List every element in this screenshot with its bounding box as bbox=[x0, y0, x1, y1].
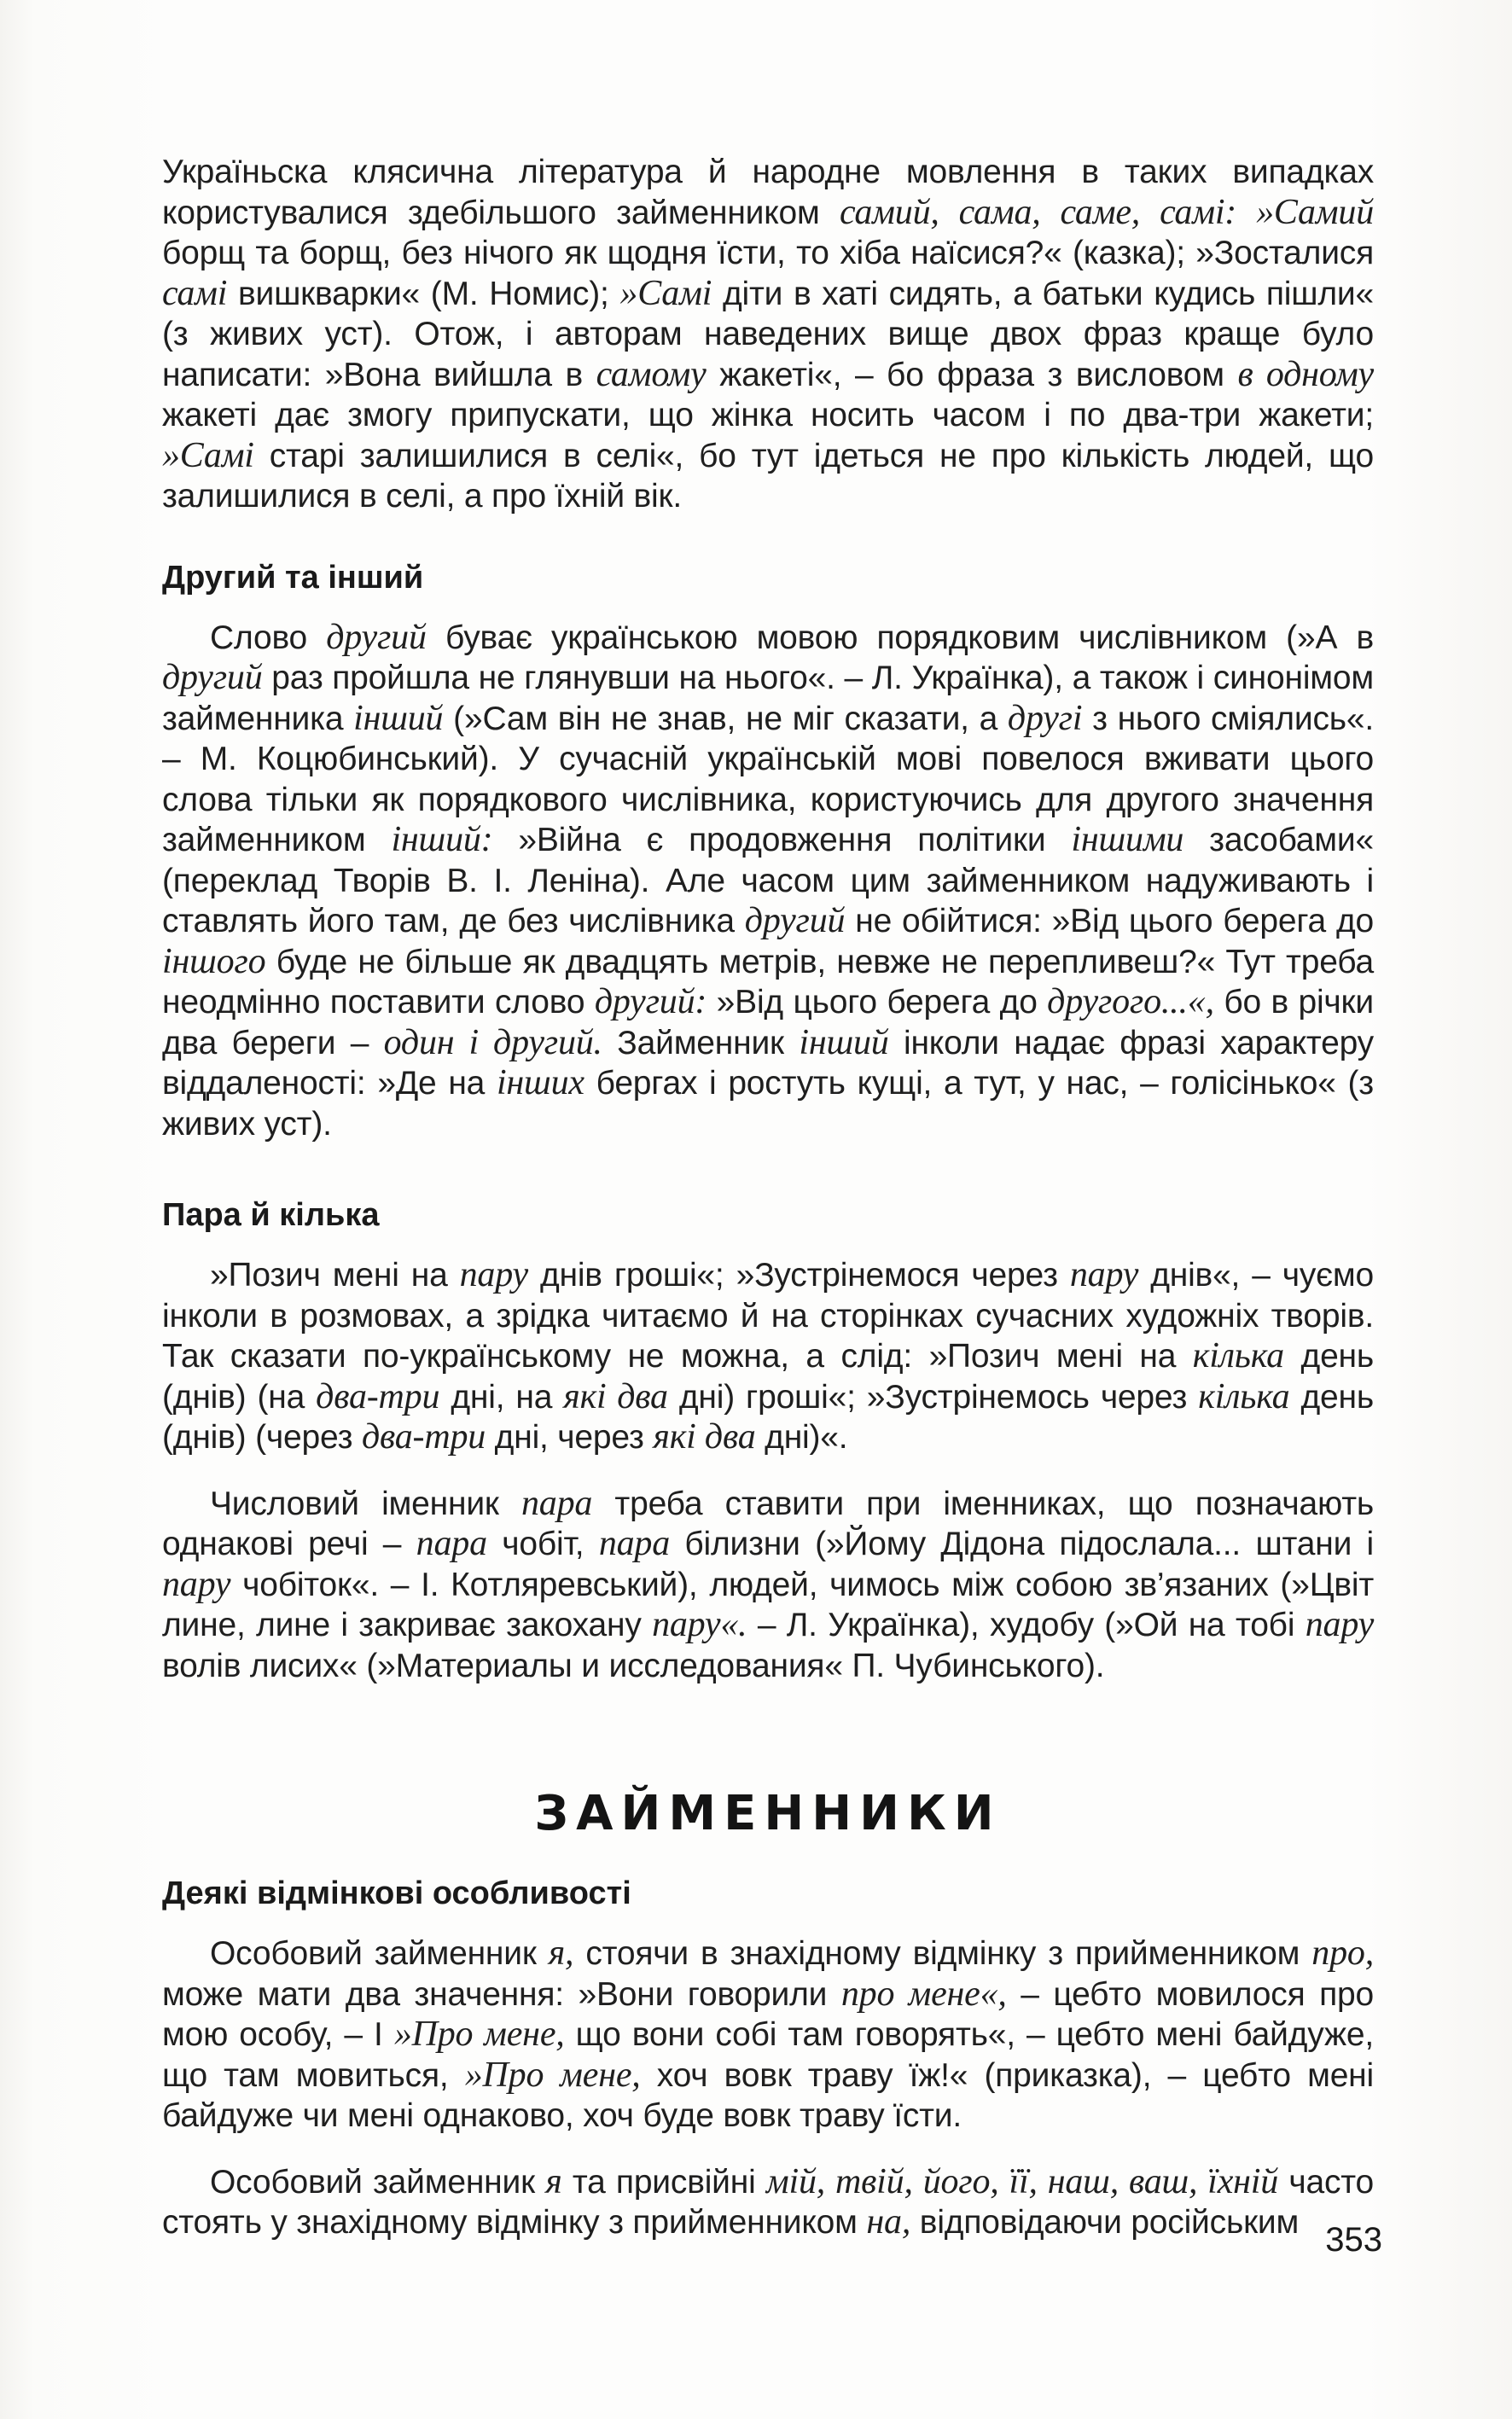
italic-example: іншими bbox=[1071, 820, 1184, 859]
text-run: день (днів) (на bbox=[162, 1338, 1375, 1416]
italic-example: про мене«, bbox=[840, 1974, 1007, 2014]
text-run: та присвійні bbox=[561, 2163, 766, 2201]
text-run: (»Сам він не знав, не міг сказати, а bbox=[443, 700, 1008, 737]
text-run: жакеті дає змогу припускати, що жінка носить часом і по два-три жакети; bbox=[162, 397, 1374, 433]
text-run: дні, через bbox=[486, 1419, 654, 1456]
italic-example: »Про мене, bbox=[464, 2055, 641, 2095]
italic-example: другого...«, bbox=[1047, 982, 1214, 1021]
text-run: стоячи в знахідному відмінку з прийменником bbox=[573, 1935, 1312, 1972]
italic-example: інший bbox=[353, 698, 444, 738]
text-run: старі залишилися в селі«, бо тут ідеться не про кількість людей, що залишилися в селі, а про їхній вік. bbox=[162, 437, 1374, 515]
text-run: відповідаючи російським bbox=[910, 2204, 1300, 2241]
text-column bbox=[162, 152, 1374, 2243]
italic-example: »Самі bbox=[162, 435, 254, 475]
text-run: чобіт, bbox=[486, 1526, 599, 1562]
italic-example: два-три bbox=[316, 1376, 440, 1416]
text-run: треба ставити при іменниках, що позначають однакові речі – bbox=[162, 1485, 1374, 1562]
italic-example: другий bbox=[326, 617, 427, 657]
italic-example: які два bbox=[653, 1417, 756, 1457]
text-run: Україньска клясична література й народне мовлення в таких випадках користувалися здебільшого займенником bbox=[162, 154, 1374, 231]
text-run: інколи надає фразі характеру віддаленості: »Де на bbox=[162, 1024, 1374, 1102]
text-run: »Позич мені на bbox=[210, 1257, 460, 1294]
text-run: білизни (»Йому Дідона підослала... штани і bbox=[670, 1526, 1374, 1562]
para-paragraph-2 bbox=[162, 1484, 1374, 1687]
text-run: »Війна є продовження політики bbox=[492, 822, 1072, 858]
italic-example: я bbox=[545, 2161, 562, 2201]
text-run: день (днів) (через bbox=[162, 1378, 1374, 1456]
italic-example: в одному bbox=[1237, 354, 1375, 394]
italic-example: про, bbox=[1311, 1933, 1374, 1973]
italic-example: другий bbox=[162, 658, 263, 697]
italic-example: інший: bbox=[391, 820, 493, 859]
text-run: борщ та борщ, без нічого як щодня їсти, то хіба наїсися?« (казка); »Зосталися bbox=[162, 235, 1374, 271]
section-heading-druhyi: Другий та інший bbox=[162, 559, 424, 596]
text-run: Слово bbox=[210, 619, 327, 656]
text-run: бо в річки два береги – bbox=[162, 984, 1375, 1061]
italic-example: пара bbox=[598, 1524, 671, 1563]
text-run: буде не більше як двадцять метрів, невже не перепливеш?« Тут треба неодмінно поставити слово bbox=[162, 943, 1374, 1021]
text-run: дні) гроші«; »Зустрінемось через bbox=[667, 1378, 1199, 1416]
chapter-title: ЗАЙМЕННИКИ bbox=[534, 1786, 1002, 1841]
text-run: – цебто мовилося про мою особу, – І bbox=[162, 1975, 1374, 2053]
text-run: раз пройшла не глянувши на нього«. – Л. Українка), а також і синонімом займенника bbox=[162, 660, 1374, 737]
italic-example: кілька bbox=[1198, 1376, 1290, 1416]
italic-example: самому bbox=[596, 354, 707, 394]
text-run: бергах і ростуть кущі, а тут, у нас, – голісінько« (з живих уст). bbox=[162, 1065, 1374, 1143]
italic-example: другі bbox=[1007, 698, 1083, 738]
text-run: чобіток«. – І. Котляревський), людей, чимось між собою зв’язаних (»Цвіт лине, лине і закриває закохану bbox=[162, 1566, 1374, 1643]
text-run: волів лисих« (»Материалы и исследования« П. Чубинського). bbox=[162, 1647, 1105, 1684]
para-paragraph-1 bbox=[162, 1255, 1374, 1458]
text-run: днів«, – чуємо інколи в розмовах, а зрідка читаємо й на сторінках сучасних художніх творів. Так сказати по-українському не можна, а слід: »Позич мені на bbox=[162, 1257, 1374, 1375]
italic-example: мій, твій, його, її, наш, ваш, їхній bbox=[765, 2161, 1279, 2201]
text-run: може мати два значення: »Вони говорили bbox=[162, 1975, 841, 2013]
italic-example: другий bbox=[744, 901, 846, 940]
text-run: не обійтися: »Від цього берега до bbox=[845, 903, 1374, 939]
vidminkovi-paragraph-1 bbox=[162, 1933, 1374, 2137]
italic-example: на, bbox=[866, 2202, 911, 2242]
text-run: засобами« (переклад Творів В. І. Леніна). Але часом цим займенником надуживають і ставлять його там, де без числівника bbox=[162, 822, 1374, 939]
section-heading-para: Пара й кілька bbox=[162, 1197, 380, 1233]
italic-example: пару bbox=[1305, 1605, 1375, 1644]
italic-example: пара bbox=[521, 1483, 593, 1523]
italic-example: самі bbox=[162, 273, 228, 313]
italic-example: один і другий. bbox=[383, 1022, 602, 1062]
text-run: часто стоять у знахідному відмінку з прийменником bbox=[162, 2163, 1374, 2241]
italic-example: »Самі bbox=[619, 273, 712, 313]
page-number: 353 bbox=[1325, 2221, 1382, 2259]
text-run: Особовий займенник bbox=[210, 1935, 549, 1972]
italic-example: пару bbox=[459, 1255, 528, 1294]
text-run: Займенник bbox=[602, 1024, 800, 1061]
text-run: Числовий іменник bbox=[210, 1485, 521, 1522]
text-run: хоч вовк траву їж!« (приказка), – цебто мені байдуже чи мені однаково, хоч буде вовк траву їсти. bbox=[162, 2056, 1374, 2134]
italic-example: я, bbox=[548, 1933, 574, 1973]
text-run: днів гроші«; »Зустрінемося через bbox=[527, 1257, 1070, 1294]
italic-example: інший bbox=[799, 1022, 889, 1062]
italic-example: »Про мене, bbox=[393, 2015, 565, 2054]
intro-paragraph bbox=[162, 152, 1374, 517]
italic-example: іншого bbox=[162, 941, 266, 981]
text-run: що вони собі там говорять«, – цебто мені байдуже, що там мовиться, bbox=[162, 2016, 1374, 2094]
text-run: буває українською мовою порядковим числівником (»А в bbox=[426, 619, 1374, 656]
text-run: вишкварки« (М. Номис); bbox=[227, 275, 620, 312]
text-run: Особовий займенник bbox=[210, 2163, 546, 2201]
text-run: жакеті«, – бо фраза з висловом bbox=[706, 356, 1238, 393]
italic-example: другий: bbox=[594, 982, 707, 1021]
text-run: – Л. Українка), худобу (»Ой на тобі bbox=[747, 1607, 1306, 1643]
druhyi-paragraph bbox=[162, 618, 1374, 1145]
italic-example: два-три bbox=[361, 1417, 486, 1457]
text-run: дні, на bbox=[439, 1378, 564, 1416]
italic-example: пару bbox=[1069, 1255, 1139, 1294]
italic-example: пару bbox=[162, 1564, 231, 1604]
italic-example: самий, сама, саме, самі: »Самий bbox=[840, 192, 1374, 232]
text-run: »Від цього берега до bbox=[707, 984, 1048, 1021]
italic-example: пара bbox=[416, 1524, 487, 1563]
italic-example: які два bbox=[563, 1376, 668, 1416]
italic-example: інших bbox=[496, 1063, 584, 1102]
italic-example: пару«. bbox=[652, 1605, 747, 1644]
text-run: діти в хаті сидять, а батьки кудись пішли« (з живих уст). Отож, і авторам наведених вище двох фраз краще було написати: »Вона вийшла в bbox=[162, 275, 1374, 393]
vidminkovi-paragraph-2 bbox=[162, 2162, 1374, 2243]
text-run: дні)«. bbox=[755, 1419, 848, 1456]
text-run: з нього сміялись«. – М. Коцюбинський). У сучасній українській мові повелося вживати цього слова тільки як порядкового числівника, користуючись для другого значення займенником bbox=[162, 700, 1374, 858]
italic-example: кілька bbox=[1192, 1336, 1284, 1375]
section-heading-vidminkovi: Деякі відмінкові особливості bbox=[162, 1875, 631, 1911]
